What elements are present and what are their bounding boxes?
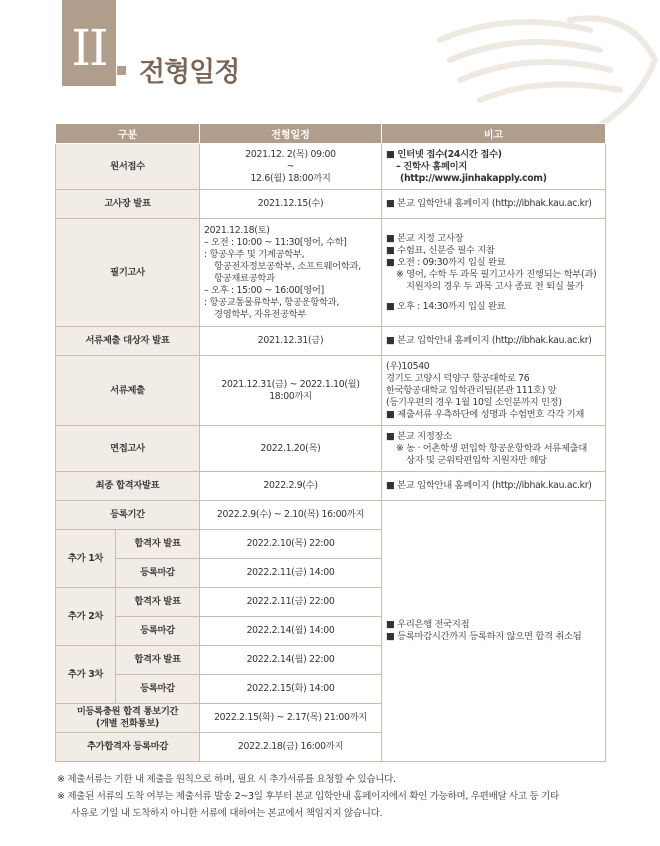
table-row [56, 144, 606, 190]
row-schedule: 2021.12.31(금) ~ 2022.1.10(월) 18:00까지 [200, 356, 382, 426]
row-note: ■ 본교 지정장소 ※ 농 · 어촌학생 편입학 항공운항학과 서류제출대 상자 및 군위탁편입학 지원자만 해당 [382, 426, 606, 472]
table-row [56, 219, 606, 327]
row-schedule: 2022.2.15(화) ~ 2.17(목) 21:00까지 [200, 704, 382, 733]
row-category: 최종 합격자발표 [56, 472, 200, 501]
sub-category: 합격자 발표 [116, 646, 200, 675]
row-schedule: 2022.2.9(수) [200, 472, 382, 501]
row-category: 원서접수 [56, 144, 200, 190]
row-category: 면접고사 [56, 426, 200, 472]
table-row [56, 356, 606, 426]
schedule-table [55, 123, 606, 762]
row-category: 필기고사 [56, 219, 200, 327]
row-schedule: 2022.2.14(월) 14:00 [200, 617, 382, 646]
row-schedule: 2022.2.11(금) 14:00 [200, 559, 382, 588]
row-category: 고사장 발표 [56, 190, 200, 219]
row-category: 서류제출 대상자 발표 [56, 327, 200, 356]
sub-category: 등록마감 [116, 675, 200, 704]
row-note: ■ 인터넷 접수(24시간 접수) – 진학사 홈페이지 (http://www.jinhakapply.com) [382, 144, 606, 190]
row-category: 서류제출 [56, 356, 200, 426]
footnote: 사유로 기일 내 도착하지 아니한 서류에 대하여는 본교에서 책임지지 않습니다. [71, 808, 383, 819]
row-schedule: 2022.2.11(금) 22:00 [200, 588, 382, 617]
row-note: (우)10540 경기도 고양시 덕양구 항공대학로 76 한국항공대학교 입학관리팀(본관 111호) 앞 (등기우편의 경우 1월 10일 소인분까지 인정) ■ 제출서류 우측하단에 성명과 수험번호 각각 기재 [382, 356, 606, 426]
chapter-dot [117, 66, 126, 75]
row-schedule: 2022.2.10(목) 22:00 [200, 530, 382, 559]
row-category: 추가합격자 등록마감 [56, 733, 200, 762]
page-title: 전형일정 [139, 57, 240, 88]
sub-category: 등록마감 [116, 617, 200, 646]
table-header-row [56, 124, 606, 144]
row-schedule: 2022.2.14(월) 22:00 [200, 646, 382, 675]
table-row [56, 501, 606, 530]
row-schedule: 2021.12.15(수) [200, 190, 382, 219]
row-category: 미등록충원 합격 통보기간 (개별 전화통보) [56, 704, 200, 733]
chapter-numeral: II [71, 19, 107, 77]
table-row [56, 190, 606, 219]
row-category: 등록기간 [56, 501, 200, 530]
header-notes: 비고 [382, 124, 606, 144]
row-schedule: 2022.2.15(화) 14:00 [200, 675, 382, 704]
table-row [56, 472, 606, 501]
row-schedule: 2021.12.31(금) [200, 327, 382, 356]
registration-note: ■ 우리은행 전국지점 ■ 등록마감시간까지 등록하지 않으면 합격 취소됨 [382, 501, 606, 762]
row-note: ■ 본교 입학안내 홈페이지 (http://ibhak.kau.ac.kr) [382, 190, 606, 219]
row-schedule: 2021.12. 2(목) 09:00 ~ 12.6(월) 18:00까지 [200, 144, 382, 190]
row-schedule: 2021.12.18(토) – 오전 : 10:00 ~ 11:30[영어, 수학] : 항공우주 및 기계공학부, 항공전자정보공학부, 소프트웨어학과, 항공재료공학과 – 오후 : 15:00 ~ 16:00[영어] : 항공교통물류학부, 항공운항학과, 경영학부, 자유전공학부 [200, 219, 382, 327]
sub-category: 합격자 발표 [116, 588, 200, 617]
row-schedule: 2022.1.20(목) [200, 426, 382, 472]
row-schedule: 2022.2.18(금) 16:00까지 [200, 733, 382, 762]
additional-round-label: 추가 3차 [56, 646, 116, 704]
footnote: ※ 제출된 서류의 도착 여부는 제출서류 발송 2~3일 후부터 본교 입학안내 홈페이지에서 확인 가능하며, 우편배달 사고 등 기타 [57, 791, 559, 802]
footnotes [57, 771, 617, 822]
sub-category: 등록마감 [116, 559, 200, 588]
footnote: ※ 제출서류는 기한 내 제출을 원칙으로 하며, 필요 시 추가서류를 요청할 수 있습니다. [57, 774, 396, 785]
header-category: 구분 [56, 124, 200, 144]
row-note: ■ 본교 입학안내 홈페이지 (http://ibhak.kau.ac.kr) [382, 472, 606, 501]
row-note: ■ 본교 지정 고사장 ■ 수험표, 신분증 필수 지참 ■ 오전 : 09:30까지 입실 완료 ※ 영어, 수학 두 과목 필기고사가 진행되는 학부(과) 지원자의 경우 두 과목 고사 종료 전 퇴실 불가 ■ 오후 : 14:30까지 입실 완료 [382, 219, 606, 327]
header-schedule: 전형일정 [200, 124, 382, 144]
row-schedule: 2022.2.9(수) ~ 2.10(목) 16:00까지 [200, 501, 382, 530]
table-row [56, 327, 606, 356]
row-note: ■ 본교 입학안내 홈페이지 (http://ibhak.kau.ac.kr) [382, 327, 606, 356]
additional-round-label: 추가 2차 [56, 588, 116, 646]
table-row [56, 426, 606, 472]
sub-category: 합격자 발표 [116, 530, 200, 559]
eagle-watermark-icon [420, 0, 660, 130]
additional-round-label: 추가 1차 [56, 530, 116, 588]
